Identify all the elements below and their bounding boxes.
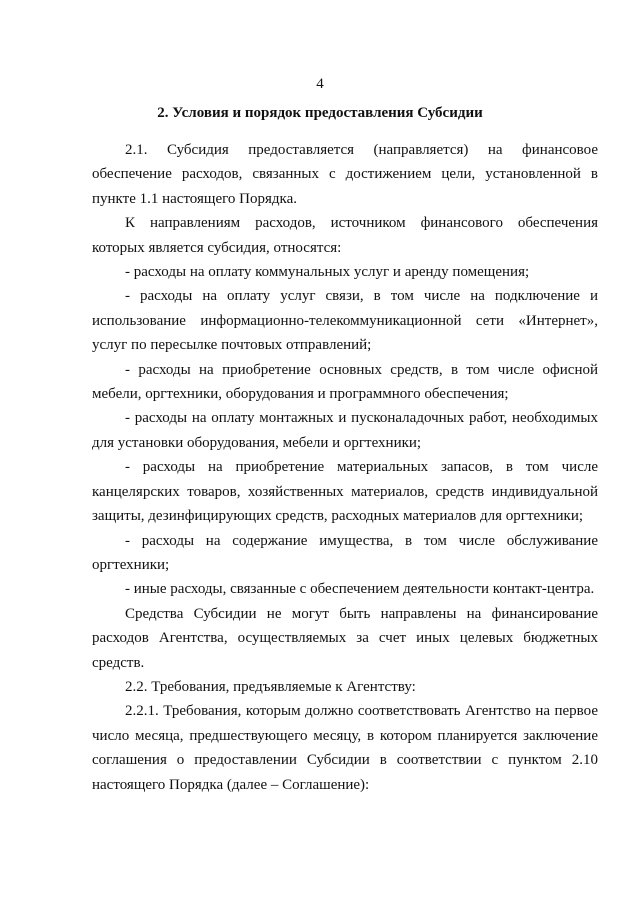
paragraph-funding-restriction: Средства Субсидии не могут быть направлены на финансирование расходов Агентства, осуществляемых за счет иных целевых бюджетных средств.	[92, 605, 598, 671]
paragraph-2-2-1: 2.2.1. Требования, которым должно соответствовать Агентство на первое число месяца, предшествующего месяцу, в котором планируется заключение соглашения о предоставлении Субсидии в соответствии с пунктом 2.10 настоящего Порядка (далее – Соглашение):	[92, 703, 598, 793]
paragraph-2-2: 2.2. Требования, предъявляемые к Агентству:	[125, 678, 416, 695]
page-number: 4	[316, 76, 324, 92]
section-title: 2. Условия и порядок предоставления Субсидии	[157, 105, 483, 121]
list-item-installation-works: - расходы на оплату монтажных и пусконаладочных работ, необходимых для установки оборудования, мебели и оргтехники;	[92, 410, 598, 451]
list-item-material-supplies: - расходы на приобретение материальных запасов, в том числе канцелярских товаров, хозяйственных материалов, средств индивидуальной защиты, дезинфицирующих средств, расходных материалов для оргтехники;	[92, 459, 598, 525]
list-item-fixed-assets: - расходы на приобретение основных средств, в том числе офисной мебели, оргтехники, оборудования и программного обеспечения;	[92, 361, 598, 403]
list-item-other-expenses: - иные расходы, связанные с обеспечением деятельности контакт-центра.	[125, 581, 595, 598]
paragraph-2-1: 2.1. Субсидия предоставляется (направляется) на финансовое обеспечение расходов, связанных с достижением цели, установленной в пункте 1.1 настоящего Порядка.	[92, 142, 598, 207]
document-body	[92, 138, 598, 797]
list-item-property-maintenance: - расходы на содержание имущества, в том числе обслуживание оргтехники;	[92, 532, 598, 573]
list-item-communications: - расходы на оплату услуг связи, в том числе на подключение и использование информационно-телекоммуникационной сети «Интернет», услуг по пересылке почтовых отправлений;	[92, 288, 598, 354]
list-item-utilities: - расходы на оплату коммунальных услуг и аренду помещения;	[125, 264, 530, 281]
paragraph-expense-directions: К направлениям расходов, источником финансового обеспечения которых является субсидия, относятся:	[92, 215, 598, 256]
